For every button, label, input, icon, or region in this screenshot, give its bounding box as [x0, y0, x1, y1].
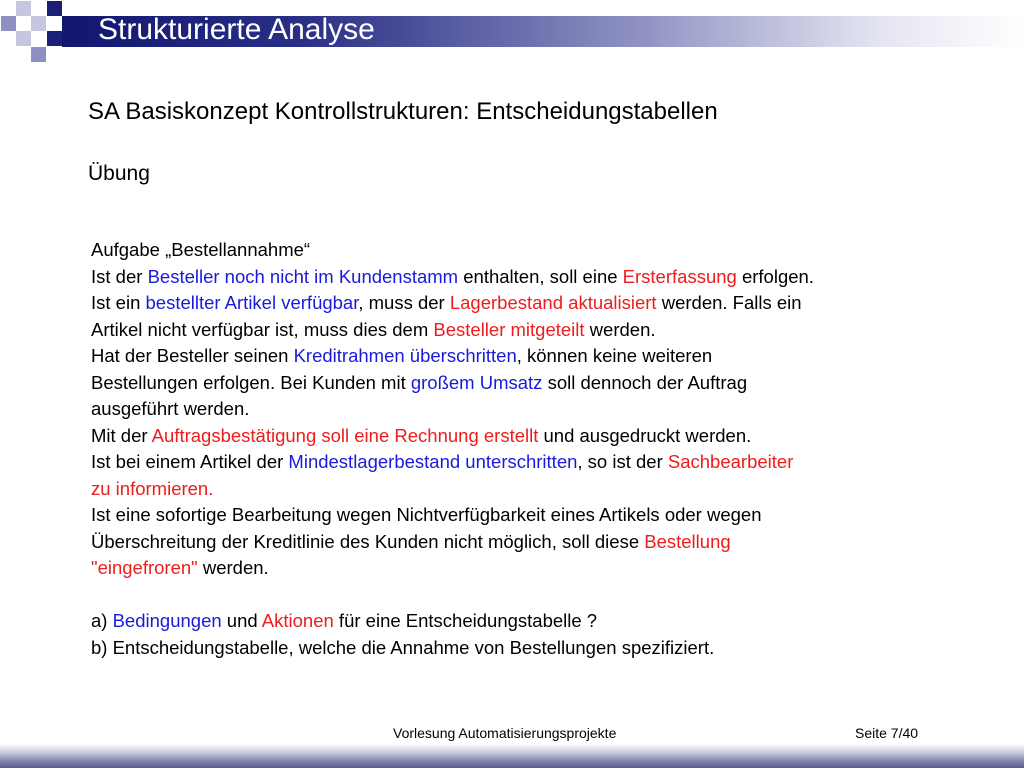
logo-square [16, 31, 31, 46]
task-text [91, 237, 991, 661]
slide-subtitle: SA Basiskonzept Kontrollstrukturen: Entscheidungstabellen [88, 98, 718, 125]
text-segment: , so ist der [577, 451, 668, 472]
text-segment: werden. [584, 318, 656, 340]
task-line [91, 449, 991, 476]
logo-square [16, 1, 31, 16]
text-segment: enthalten, soll eine [458, 265, 623, 287]
logo-square [31, 47, 46, 62]
text-segment: . [208, 477, 214, 499]
blank-line [91, 582, 991, 609]
highlight-condition: Kreditrahmen überschritten [293, 345, 517, 366]
task-line [91, 529, 991, 556]
text-segment: , muss der [358, 292, 450, 313]
text-segment: , können keine weiteren [516, 345, 713, 366]
logo-square [47, 31, 62, 46]
text-segment: Ist der [91, 265, 148, 287]
text-segment: erfolgen. [736, 265, 814, 287]
footer-bar [0, 744, 1024, 768]
task-line [91, 502, 991, 529]
text-segment: Artikel nicht verfügbar ist, muss dies dem [91, 318, 434, 340]
logo-square [31, 16, 46, 31]
text-segment: und [221, 610, 262, 631]
highlight-action: Lagerbestand aktualisiert [449, 292, 657, 313]
slide-header-title: Strukturierte Analyse [98, 13, 375, 46]
task-line [91, 555, 991, 582]
text-segment: Mit der [91, 424, 152, 446]
task-line [91, 343, 991, 370]
logo-square [1, 16, 16, 31]
text-segment: Ist eine sofortige Bearbeitung wegen Nichtverfügbarkeit eines Artikels oder wegen [91, 504, 762, 525]
text-segment: werden. Falls ein [656, 292, 802, 313]
task-line [91, 370, 991, 397]
text-segment: ausgeführt werden. [91, 398, 250, 419]
highlight-action: zu informieren [91, 477, 209, 499]
highlight-action: Aktionen [261, 610, 334, 631]
highlight-action: Auftragsbestätigung soll eine Rechnung erstellt [151, 424, 539, 446]
text-segment: und ausgedruckt werden. [538, 424, 752, 446]
footer-course: Vorlesung Automatisierungsprojekte [393, 725, 617, 741]
section-heading: Übung [88, 162, 150, 185]
text-segment: Ist bei einem Artikel der [91, 451, 289, 472]
highlight-condition: Besteller noch nicht im Kundenstamm [147, 265, 459, 287]
task-line [91, 396, 991, 423]
logo-square [47, 1, 62, 16]
question-b: b) Entscheidungstabelle, welche die Annahme von Bestellungen spezifiziert. [91, 636, 715, 658]
text-segment: Überschreitung der Kreditlinie des Kunden nicht möglich, soll diese [91, 530, 645, 552]
highlight-action: Sachbearbeiter [667, 451, 794, 472]
text-segment: werden. [197, 557, 269, 578]
task-line [91, 317, 991, 344]
text-segment: Bestellungen erfolgen. Bei Kunden mit [91, 371, 411, 393]
text-segment: a) [91, 610, 113, 631]
text-segment: Ist ein [91, 292, 146, 313]
highlight-condition: Mindestlagerbestand unterschritten [288, 451, 578, 472]
highlight-condition: bestellter Artikel verfügbar [145, 292, 359, 313]
highlight-action: Ersterfassung [622, 265, 737, 287]
footer-page-number: Seite 7/40 [855, 725, 919, 741]
task-heading: Aufgabe „Bestellannahme“ [91, 239, 311, 260]
highlight-action: "eingefroren" [91, 557, 198, 578]
highlight-condition: großem Umsatz [410, 371, 543, 393]
question-a [91, 608, 991, 635]
text-segment: soll dennoch der Auftrag [542, 371, 748, 393]
highlight-action: Bestellung [644, 530, 731, 552]
text-segment: für eine Entscheidungstabelle ? [333, 610, 598, 631]
task-line [91, 290, 991, 317]
text-segment: Hat der Besteller seinen [91, 345, 294, 366]
highlight-action: Besteller mitgeteilt [433, 318, 585, 340]
task-line [91, 264, 991, 291]
task-line [91, 423, 991, 450]
highlight-condition: Bedingungen [112, 610, 222, 631]
task-line [91, 476, 991, 503]
